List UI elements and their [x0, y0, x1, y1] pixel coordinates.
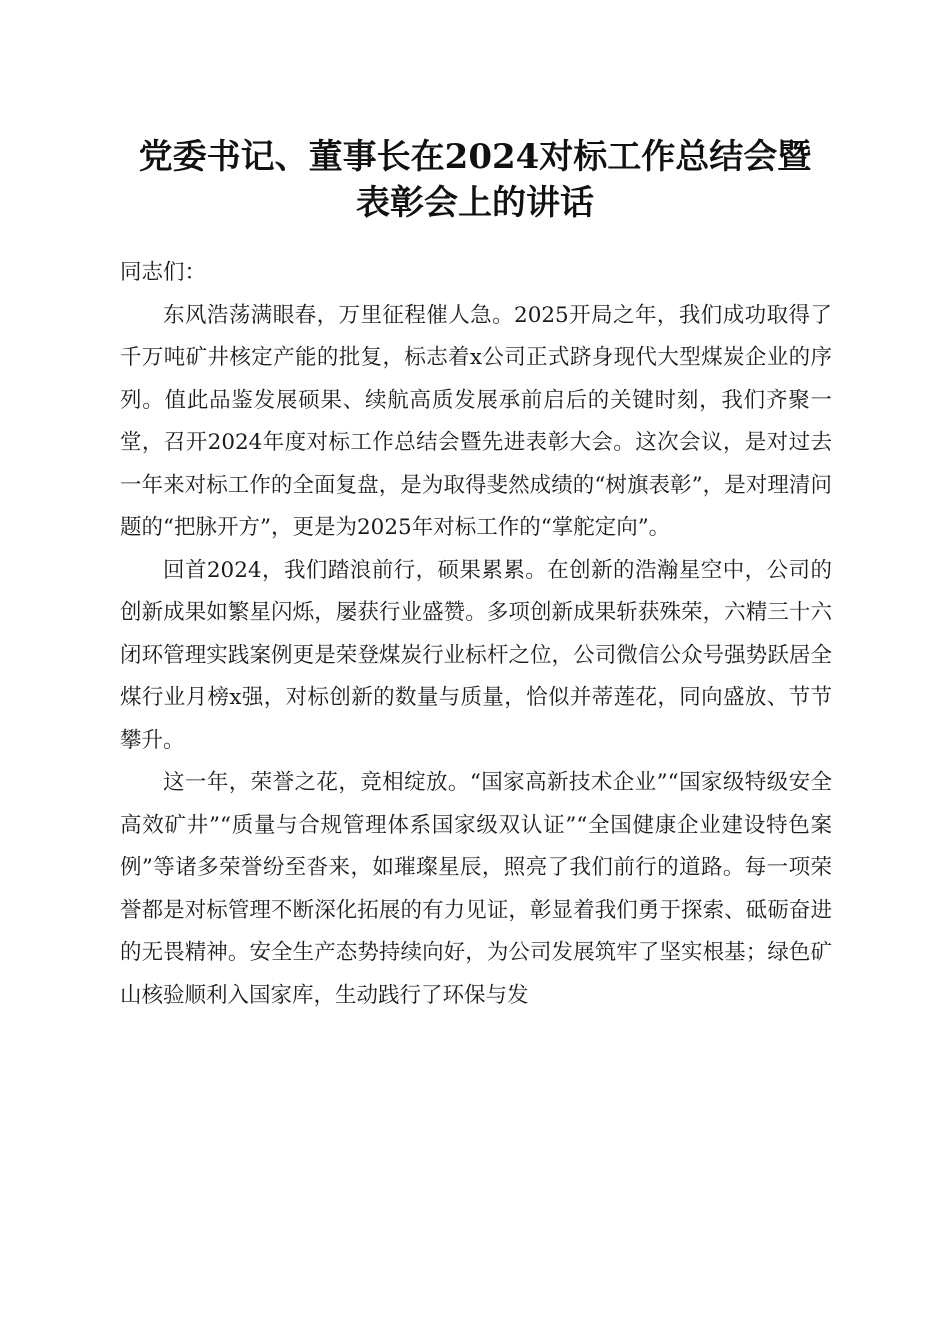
paragraph-1: 东风浩荡满眼春，万里征程催人急。2025开局之年，我们成功取得了千万吨矿井核定产能的批复，标志着x公司正式跻身现代大型煤炭企业的序列。值此品鉴发展硕果、续航高质发展承前启后的关键时刻，我们齐聚一堂，召开2024年度对标工作总结会暨先进表彰大会。这次会议，是对过去一年来对标工作的全面复盘，是为取得斐然成绩的“树旗表彰”，是对理清问题的“把脉开方”，更是为2025年对标工作的“掌舵定向”。: [120, 302, 832, 540]
document-body: [120, 252, 832, 1017]
title-line-2: 表彰会上的讲话: [356, 183, 594, 223]
paragraph-2: 回首2024，我们踏浪前行，硕果累累。在创新的浩瀚星空中，公司的创新成果如繁星闪烁，屡获行业盛赞。多项创新成果斩获殊荣，六精三十六闭环管理实践案例更是荣登煤炭行业标杆之位，公司微信公众号强势跃居全煤行业月榜x强，对标创新的数量与质量，恰似并蒂莲花，同向盛放、节节攀升。: [120, 557, 832, 753]
salutation: 同志们：: [120, 260, 207, 285]
document-title: [100, 134, 850, 226]
title-line-1: 党委书记、董事长在2024对标工作总结会暨: [138, 137, 812, 177]
paragraph-3: 这一年，荣誉之花，竞相绽放。“国家高新技术企业”“国家级特级安全高效矿井”“质量与合规管理体系国家级双认证”“全国健康企业建设特色案例”等诸多荣誉纷至沓来，如璀璨星辰，照亮了我们前行的道路。每一项荣誉都是对标管理不断深化拓展的有力见证，彰显着我们勇于探索、砥砺奋进的无畏精神。安全生产态势持续向好，为公司发展筑牢了坚实根基；绿色矿山核验顺利入国家库，生动践行了环保与发: [120, 770, 832, 1008]
